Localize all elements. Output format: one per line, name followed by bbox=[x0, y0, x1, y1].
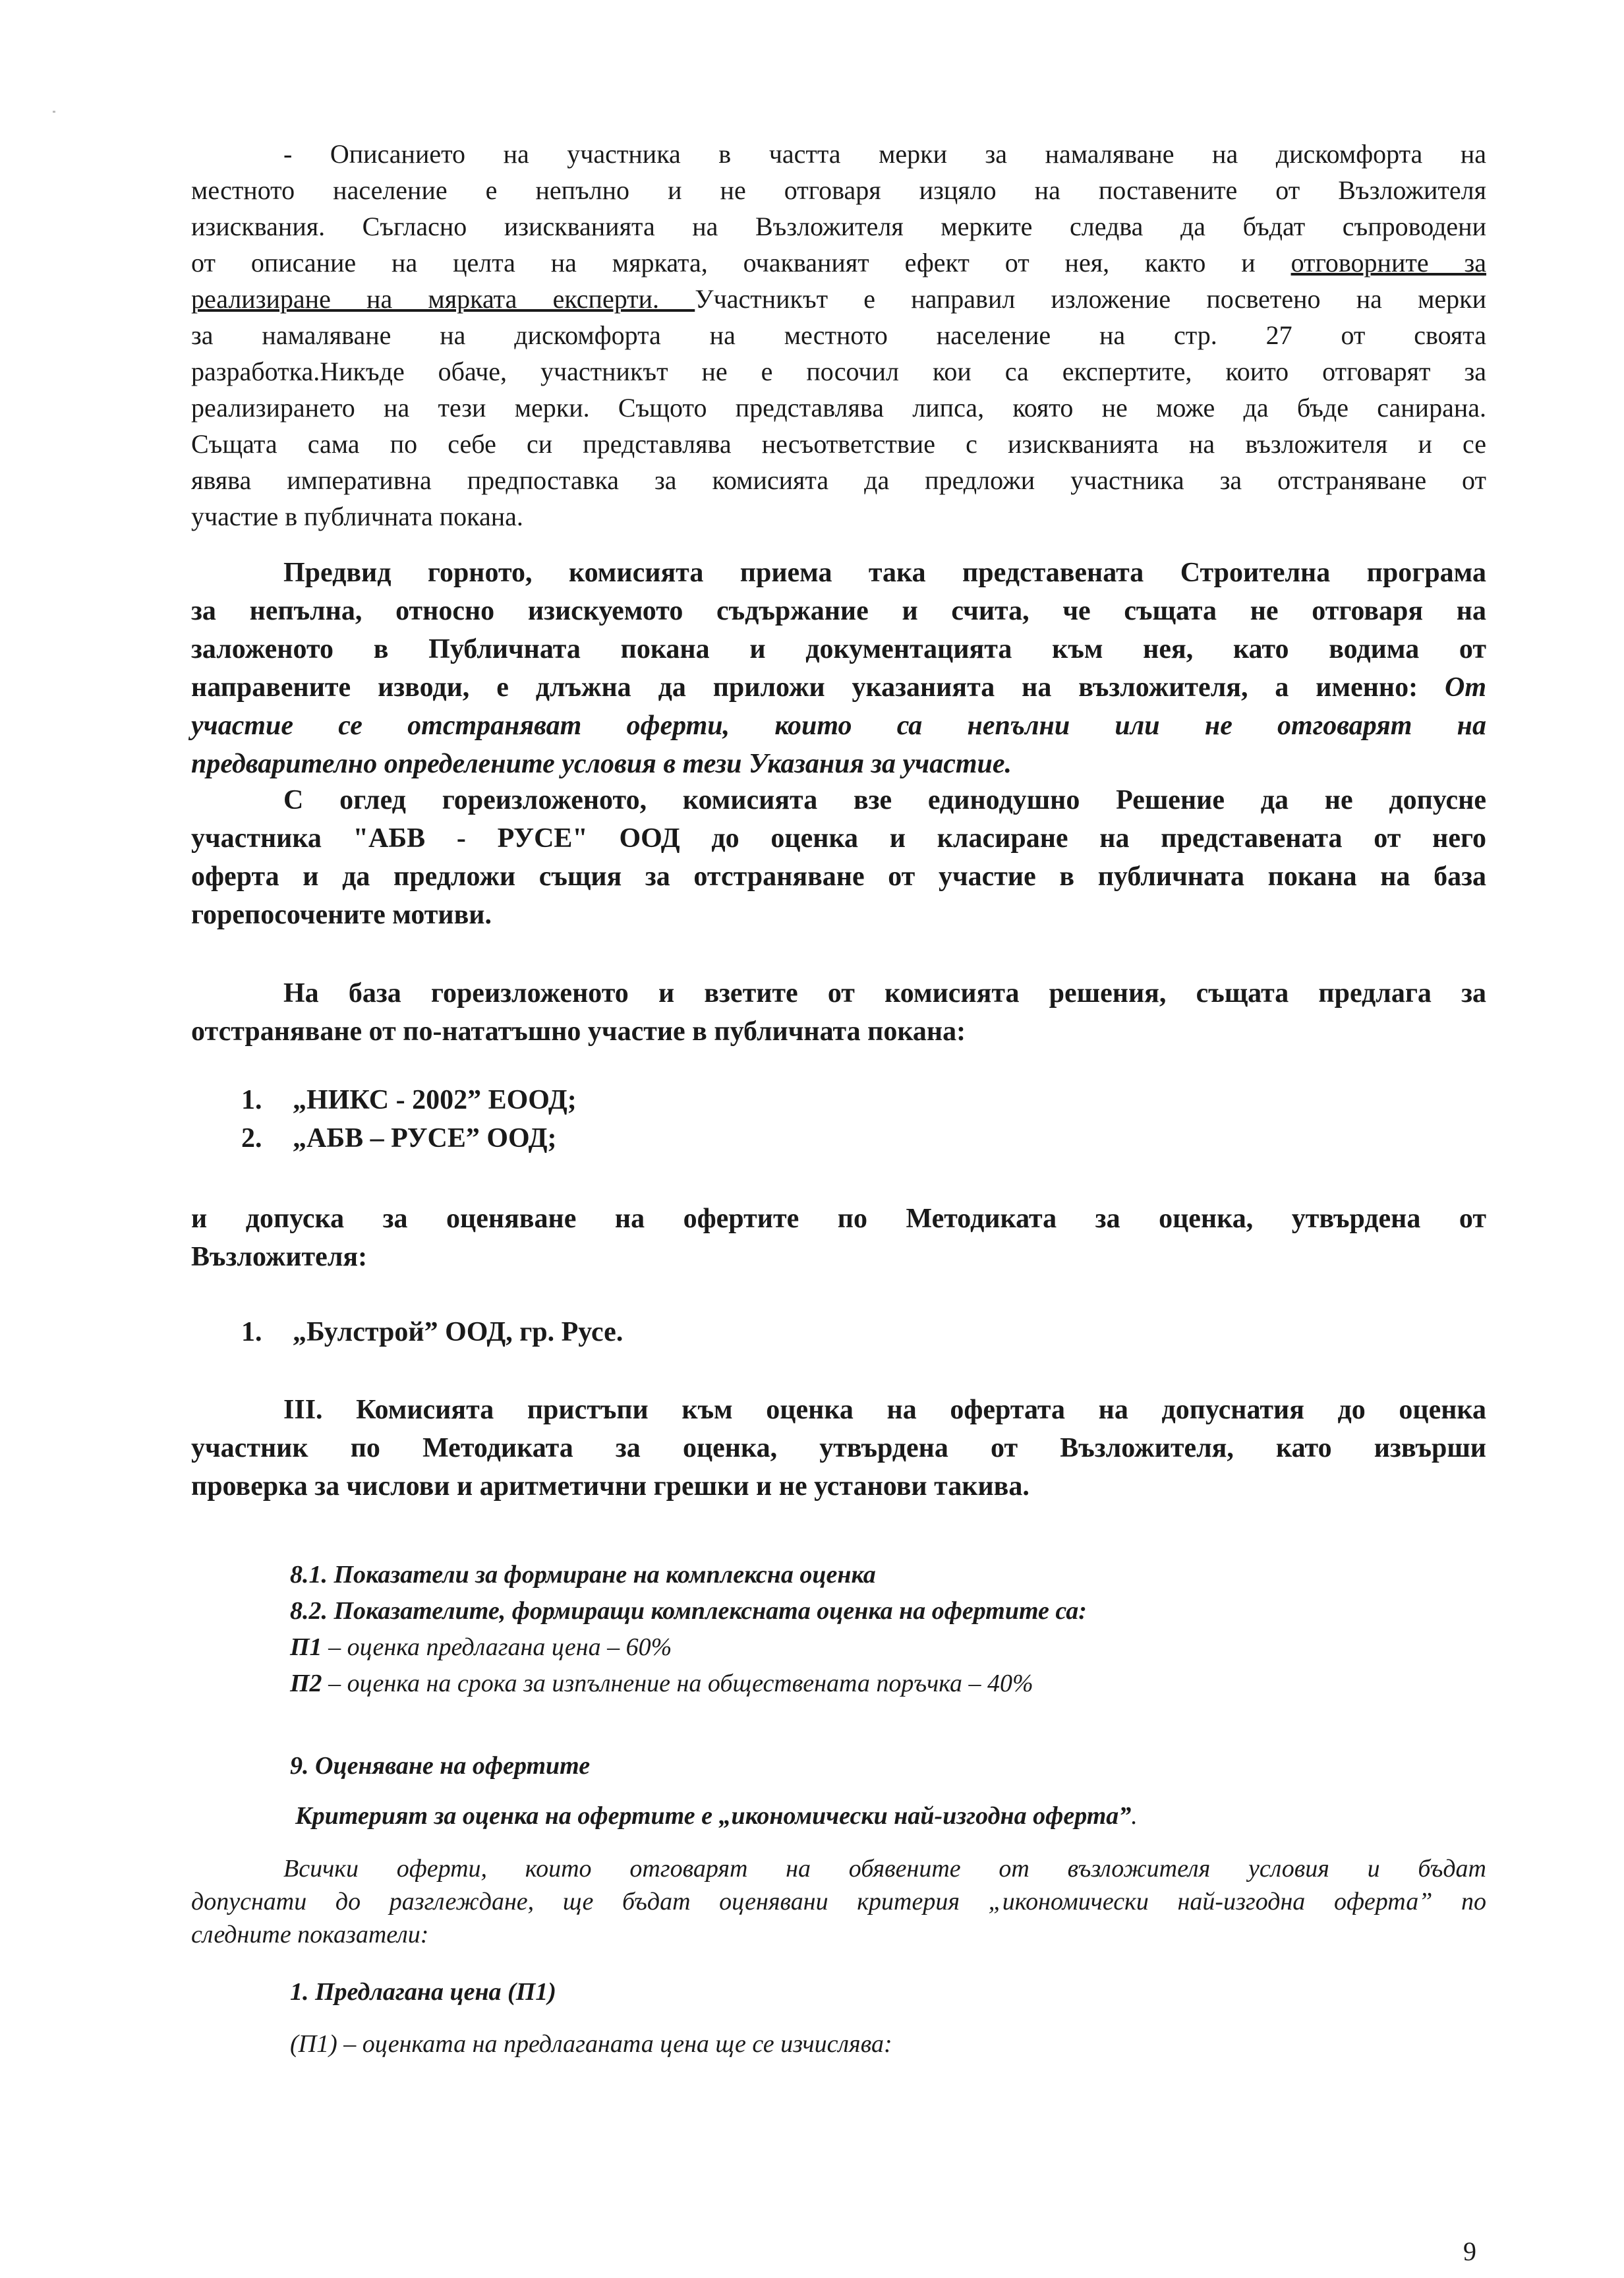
text-line: участник по Методиката за оценка, утвърдена от Възложителя, като извърши bbox=[191, 1433, 1486, 1463]
text-line: Всички оферти, които отговарят на обявените от възложителя условия и бъдат bbox=[283, 1855, 1486, 1883]
text-span: от описание на целта на мярката, очакваният ефект от нея, както и bbox=[191, 248, 1291, 277]
excluded-participants-list bbox=[241, 1081, 577, 1157]
participant-name: „Булстрой” ООД, гр. Русе. bbox=[293, 1317, 624, 1347]
text-line: III. Комисията пристъпи към оценка на офертата на допуснатия до оценка bbox=[283, 1395, 1486, 1425]
underlined-text: реализиране на мярката експерти. bbox=[191, 284, 695, 314]
text-line: оферта и да предложи същия за отстраняване от участие в публичната покана на база bbox=[191, 862, 1486, 892]
list-number: 1. bbox=[241, 1317, 262, 1347]
text-line: С оглед гореизложеното, комисията взе единодушно Решение да не допусне bbox=[283, 785, 1486, 815]
paragraph-admission bbox=[191, 1200, 1486, 1276]
text-line: за намаляване на дискомфорта на местното население на стр. 27 от своята bbox=[191, 320, 1486, 350]
text-span: Участникът е направил изложение посветено на мерки bbox=[695, 284, 1486, 314]
text-line: и допуска за оценяване на офертите по Методиката за оценка, утвърдена от bbox=[191, 1204, 1486, 1234]
admitted-participants-list bbox=[241, 1313, 623, 1351]
text-line: горепосочените мотиви. bbox=[191, 900, 492, 930]
price-formula-intro: (П1) – оценката на предлаганата цена ще се изчислява: bbox=[290, 2030, 892, 2058]
text-span: направените изводи, е длъжна да приложи указанията на възложителя, а именно: bbox=[191, 672, 1445, 703]
list-item bbox=[241, 1313, 623, 1351]
criteria-block bbox=[290, 1557, 1279, 1702]
list-item bbox=[241, 1081, 577, 1119]
text-line: участника "АБВ - РУСЕ" ООД до оценка и класиране на представената от него bbox=[191, 823, 1486, 854]
paragraph-participant-description bbox=[191, 136, 1486, 535]
paragraph-commission-conclusion bbox=[191, 554, 1486, 783]
text-line: заложеното в Публичната покана и документацията към нея, като водима от bbox=[191, 634, 1486, 664]
page-number: 9 bbox=[1463, 2236, 1476, 2266]
criteria-label: П1 bbox=[290, 1633, 322, 1661]
text-line bbox=[191, 245, 1486, 281]
text-line: отстраняване от по-нататъшно участие в публичната покана: bbox=[191, 1016, 966, 1047]
list-number: 2. bbox=[241, 1123, 262, 1154]
text-line: участие в публичната покана. bbox=[191, 502, 523, 531]
list-number: 1. bbox=[241, 1085, 262, 1115]
paragraph-proposal bbox=[191, 974, 1486, 1051]
text-line: Предвид горното, комисията приема така представената Строителна програма bbox=[283, 558, 1486, 588]
text-line: На база гореизложеното и взетите от комисията решения, същата предлага за bbox=[283, 978, 1486, 1008]
text-line: - Описанието на участника в частта мерки за намаляване на дискомфорта на bbox=[283, 139, 1486, 169]
scan-speck bbox=[53, 111, 55, 113]
criteria-item bbox=[290, 1666, 1279, 1702]
paragraph-evaluation-start bbox=[191, 1391, 1486, 1505]
criteria-item bbox=[290, 1629, 1279, 1666]
participant-name: „НИКС - 2002” ЕООД; bbox=[293, 1085, 577, 1115]
participant-name: „АБВ – РУСЕ” ООД; bbox=[293, 1123, 557, 1154]
criteria-text: – оценка на срока за изпълнение на обществената поръчка – 40% bbox=[322, 1670, 1033, 1697]
text-line: участие се отстраняват оферти, които са непълни или не отговарят на bbox=[191, 711, 1486, 741]
criterion-statement bbox=[295, 1798, 1284, 1834]
text-line: явява императивна предпоставка за комисията да предложи участника за отстраняване от bbox=[191, 465, 1486, 495]
criteria-heading: 8.2. Показателите, формиращи комплексната оценка на офертите са: bbox=[290, 1597, 1087, 1625]
text-line bbox=[191, 281, 1486, 317]
text-line: реализирането на тези мерки. Същото представлява липса, която не може да бъде санирана. bbox=[191, 393, 1486, 423]
criteria-heading: 8.1. Показатели за формиране на комплексна оценка bbox=[290, 1561, 876, 1589]
text-line: предварително определените условия в тези Указания за участие. bbox=[191, 749, 1012, 779]
text-line: разработка.Никъде обаче, участникът не е посочил кои са експертите, които отговарят за bbox=[191, 357, 1486, 386]
paragraph-all-offers bbox=[191, 1852, 1486, 1951]
text-line: проверка за числови и аритметични грешки и не установи такива. bbox=[191, 1471, 1030, 1502]
text-line: за непълна, относно изискуемото съдържание и счита, че същата не отговаря на bbox=[191, 596, 1486, 626]
list-item bbox=[241, 1119, 577, 1157]
text-line: изисквания. Съгласно изискванията на Възложителя мерките следва да бъдат съпроводени bbox=[191, 212, 1486, 241]
text-line: местното население е непълно и не отговаря изцяло на поставените от Възложителя bbox=[191, 175, 1486, 205]
text-line: следните показатели: bbox=[191, 1921, 429, 1948]
section-heading: 9. Оценяване на офертите bbox=[290, 1752, 591, 1780]
criterion-text: Критерият за оценка на офертите е „икономически най-изгодна оферта” bbox=[295, 1802, 1132, 1830]
price-heading: 1. Предлагана цена (П1) bbox=[290, 1978, 556, 2006]
criteria-label: П2 bbox=[290, 1670, 322, 1697]
underlined-text: отговорните за bbox=[1290, 248, 1487, 277]
text-line: допуснати до разглеждане, ще бъдат оценявани критерия „икономически най-изгодна оферта” по bbox=[191, 1888, 1486, 1915]
paragraph-decision bbox=[191, 781, 1486, 934]
text-line: Възложителя: bbox=[191, 1242, 368, 1272]
text-line bbox=[191, 668, 1486, 707]
italic-text: От bbox=[1445, 672, 1486, 703]
criterion-end: . bbox=[1131, 1802, 1138, 1830]
criteria-text: – оценка предлагана цена – 60% bbox=[322, 1633, 672, 1661]
text-line: Същата сама по себе си представлява несъответствие с изискванията на възложителя и се bbox=[191, 429, 1486, 459]
